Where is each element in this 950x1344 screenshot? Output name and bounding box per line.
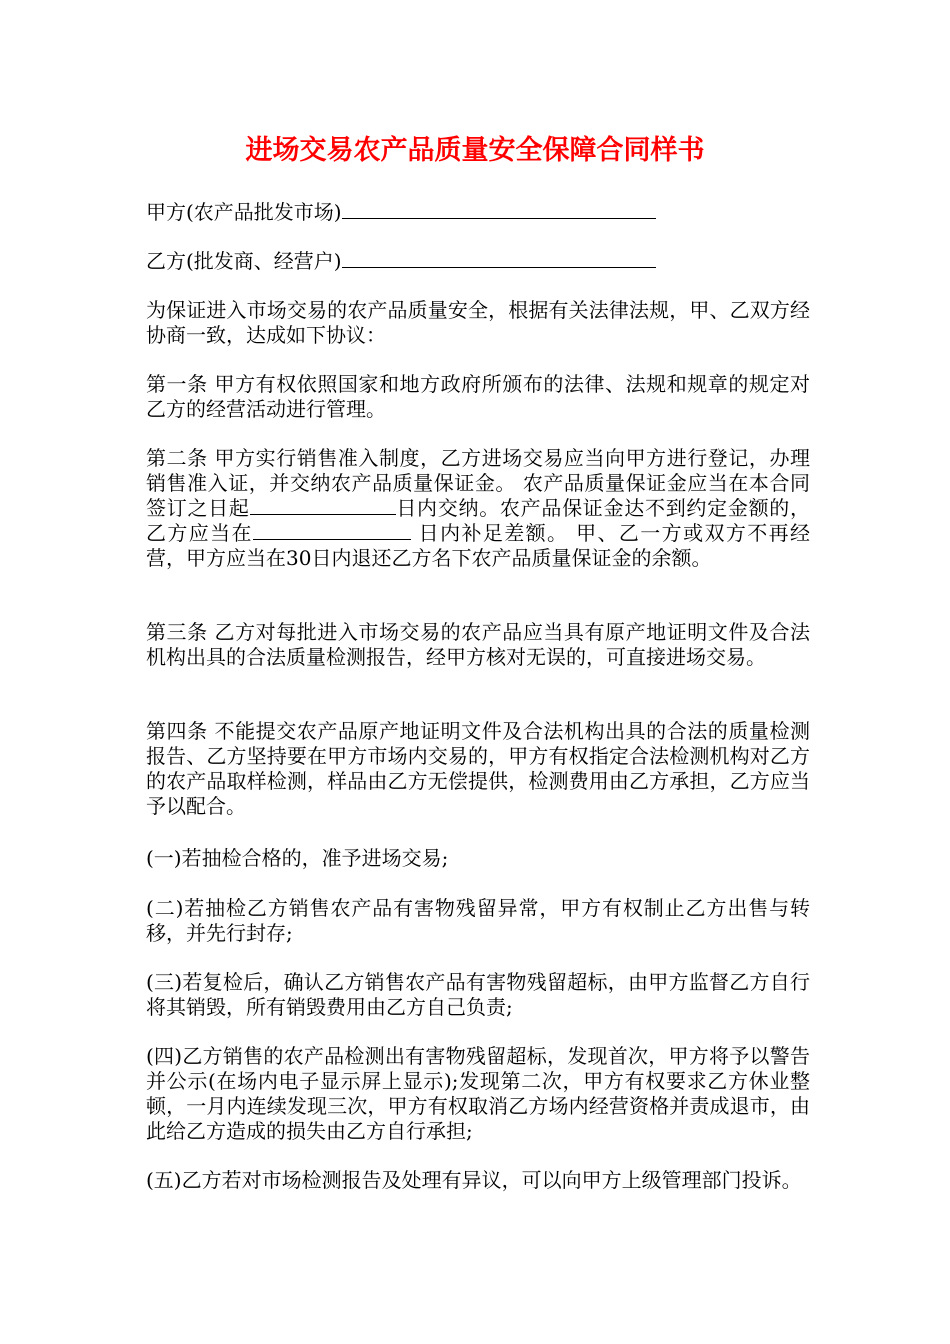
item-3: (三)若复检后，确认乙方销售农产品有害物残留超标，由甲方监督乙方自行将其销毁，所有销毁费用由乙方自己负责;	[146, 970, 810, 1019]
party-a-line	[146, 200, 810, 225]
article-2-block	[146, 446, 810, 571]
party-a-label: 甲方(农产品批发市场)	[146, 200, 342, 224]
item-4-block	[146, 1044, 810, 1144]
article-4-block	[146, 719, 810, 819]
preamble: 为保证进入市场交易的农产品质量安全，根据有关法律法规，甲、乙双方经协商一致，达成如下协议：	[146, 298, 810, 347]
article-2-part-1: 第二条 甲方实行销售准入制度，乙方进场交易应当向甲方进行登记，办理销售准入证，并交纳农产品质量保证金。 农产品质量保证金应当在本合同签订之日起	[146, 446, 810, 520]
party-a-blank	[342, 218, 656, 219]
party-b-blank	[342, 267, 656, 268]
party-b-line	[146, 249, 810, 274]
article-2-part-2: 日内交纳。农产品保证金达不到约定金额的，乙方应当在	[146, 496, 811, 545]
party-b-label: 乙方(批发商、经营户)	[146, 249, 342, 273]
article-3-block	[146, 620, 810, 670]
deposit-days-blank	[250, 514, 396, 515]
item-4: (四)乙方销售的农产品检测出有害物残留超标，发现首次，甲方将予以警告并公示(在场内电子显示屏上显示);发现第二次，甲方有权要求乙方休业整顿，一月内连续发现三次，甲方有权取消乙方场内经营资格并责成退市，由此给乙方造成的损失由乙方自行承担;	[146, 1044, 810, 1143]
item-5-block	[146, 1168, 810, 1193]
item-2-block	[146, 896, 810, 946]
article-2	[146, 446, 810, 571]
item-1-block	[146, 846, 810, 871]
item-5: (五)乙方若对市场检测报告及处理有异议，可以向甲方上级管理部门投诉。	[146, 1168, 802, 1192]
article-4: 第四条 不能提交农产品原产地证明文件及合法机构出具的合法的质量检测报告、乙方坚持要在甲方市场内交易的，甲方有权指定合法检测机构对乙方的农产品取样检测，样品由乙方无偿提供，检测费用由乙方承担，乙方应当予以配合。	[146, 719, 810, 818]
topup-days-blank	[253, 539, 411, 540]
article-3: 第三条 乙方对每批进入市场交易的农产品应当具有原产地证明文件及合法机构出具的合法质量检测报告，经甲方核对无误的，可直接进场交易。	[146, 620, 810, 669]
preamble-block	[146, 298, 810, 348]
article-1: 第一条 甲方有权依照国家和地方政府所颁布的法律、法规和规章的规定对乙方的经营活动进行管理。	[146, 372, 810, 421]
document-title: 进场交易农产品质量安全保障合同样书	[245, 135, 705, 166]
item-3-block	[146, 970, 810, 1020]
item-1: (一)若抽检合格的，准予进场交易;	[146, 846, 449, 870]
article-1-block	[146, 372, 810, 422]
item-2: (二)若抽检乙方销售农产品有害物残留异常，甲方有权制止乙方出售与转移，并先行封存;	[146, 896, 810, 945]
article-2-part-3: 日内补足差额。 甲、乙一方或双方不再经营，甲方应当在30日内退还乙方名下农产品质量保证金的余额。	[146, 521, 810, 570]
